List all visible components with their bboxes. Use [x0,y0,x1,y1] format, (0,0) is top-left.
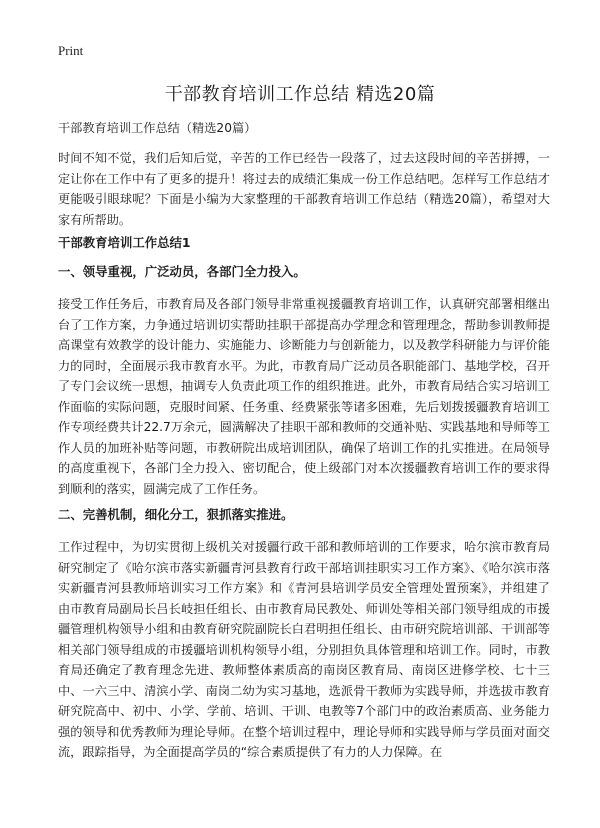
intro-paragraph: 时间不知不觉，我们后知后觉，辛苦的工作已经告一段落了，过去这段时间的辛苦拼搏，一定让你在工作中有了更多的提升！将过去的成绩汇集成一份工作总结吧。怎样写工作总结才更能吸引眼球呢？下面是小编为大家整理的干部教育培训工作总结（精选20篇），希望对大家有所帮助。 [58,151,550,227]
document-subtitle: 干部教育培训工作总结（精选20篇） [58,121,257,135]
page-title: 干部教育培训工作总结 精选20篇 [164,84,436,105]
section-heading: 干部教育培训工作总结1 [58,235,191,250]
subsection-heading: 二、完善机制，细化分工，狠抓落实推进。 [58,507,294,522]
subsection-heading: 一、领导重视，广泛动员，各部门全力投入。 [58,264,306,279]
body-paragraph: 工作过程中，为切实贯彻上级机关对援疆行政干部和教师培训的工作要求，哈尔滨市教育局研究制定了《哈尔滨市落实新疆青河县教育行政干部培训挂职实习工作方案》、《哈尔滨市落实新疆青河县教师培训实习工作方案》和《青河县培训学员安全管理处置预案》，并组建了由市教育局副局长吕长岐担任组长、由市教育局民教处、师训处等相关部门领导组成的市援疆管理机构领导小组和由教育研究院副院长白君明担任组长、由市研究院培训部、干训部等相关部门领导组成的市援疆培训机构领导小组，分别担负具体管理和培训工作。同时，市教育局还确定了教育理念先进、教师整体素质高的南岗区教育局、南岗区进修学校、七十三中、一六三中、清滨小学、南岗二幼为实习基地，选派骨干教师为实践导师，并选拔市教育研究院高中、初中、小学、学前、培训、干训、电教等7个部门中的政治素质高、业务能力强的领导和优秀教师为理论导师。在整个培训过程中，理论导师和实践导师与学员面对面交流，跟踪指导，为全面提高学员的“综合素质提供了有力的人力保障。在 [58,540,550,759]
body-paragraph: 接受工作任务后，市教育局及各部门领导非常重视援疆教育培训工作，认真研究部署相继出台了工作方案，力争通过培训切实帮助挂职干部提高办学理念和管理理念，帮助参训教师提高课堂有效教学的设计能力、实施能力、诊断能力与创新能力，以及教学科研能力与评价能力的同时，全面展示我市教育水平。为此，市教育局广泛动员各职能部门、基地学校，召开了专门会议统一思想，抽调专人负责此项工作的组织推进。此外，市教育局结合实习培训工作面临的实际问题，克服时间紧、任务重、经费紧张等诸多困难，先后划拨援疆教育培训工作专项经费共计22.7万余元，圆满解决了挂职干部和教师的交通补贴、实践基地和导师等工作人员的加班补贴等问题，市教研院出成培训团队，确保了培训工作的扎实推进。在局领导的高度重视下，各部门全力投入、密切配合，使上级部门对本次援疆教育培训工作的要求得到顺利的落实，圆满完成了工作任务。 [58,297,550,496]
print-link[interactable]: Print [58,43,84,58]
